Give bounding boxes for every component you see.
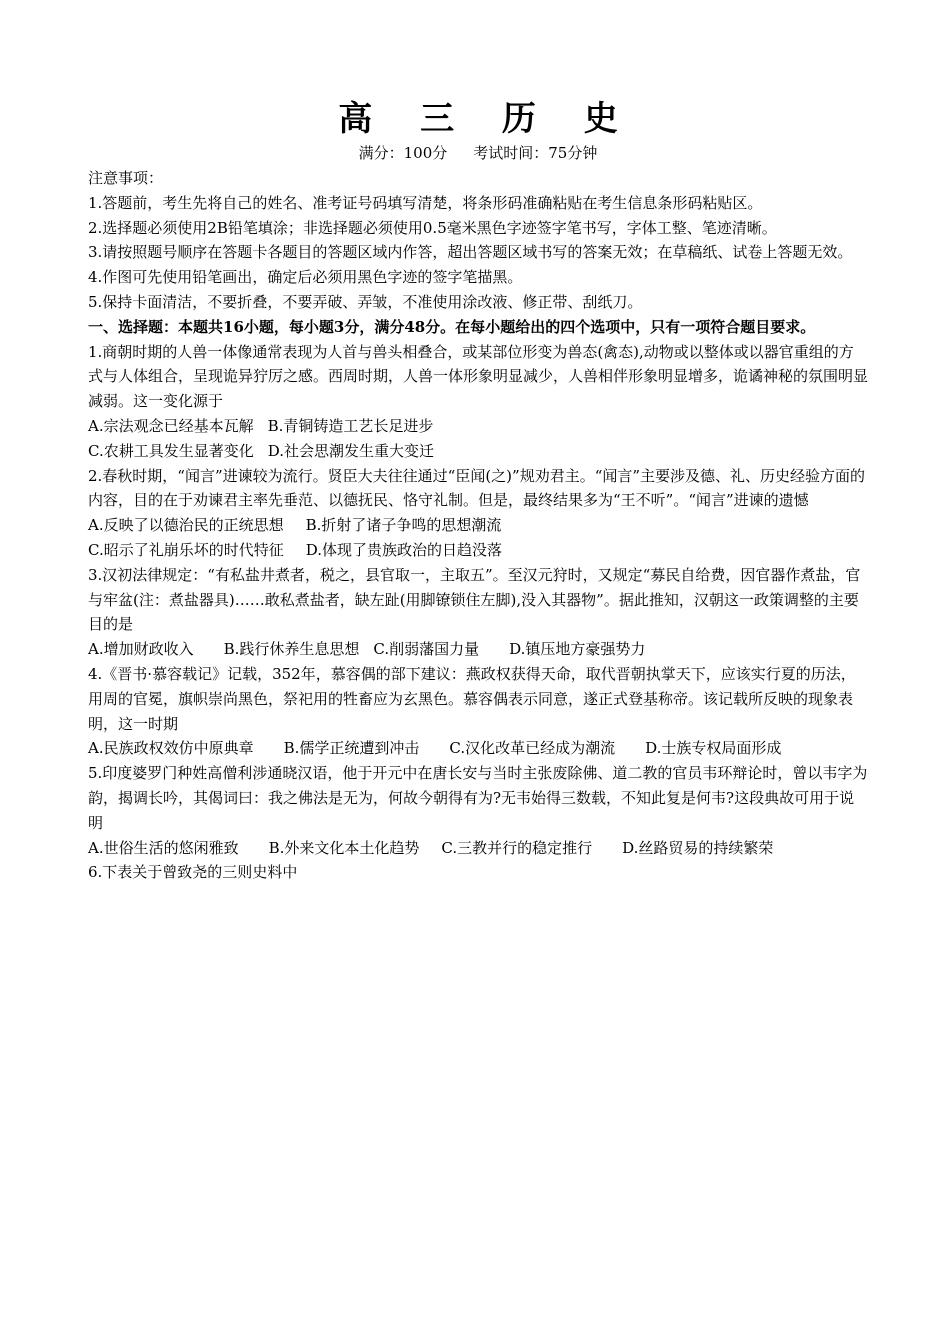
question-1-stem: 1.商朝时期的人兽一体像通常表现为人首与兽头相叠合，或某部位形变为兽态(禽态),动物或以整体或以器官重组的方式与人体组合，呈现诡异狞厉之感。西周时期，人兽一体形象明显减少，人兽相伴形象明显增多，诡谲神秘的氛围明显减弱。这一变化源于	[88, 342, 869, 411]
q5-option-a: A.世俗生活的悠闲雅致	[88, 838, 239, 857]
q1-option-c: C.农耕工具发生显著变化	[88, 441, 254, 460]
question-2-stem: 2.春秋时期，“闻言”进谏较为流行。贤臣大夫往往通过“臣闻(之)”规劝君主。“闻言”主要涉及德、礼、历史经验方面的内容，目的在于劝谏君主率先垂范、以德抚民、恪守礼制。但是，最终结果多为“王不听”。“闻言”进谏的遗憾	[88, 466, 866, 510]
q3-option-d: D.镇压地方豪强势力	[509, 640, 646, 659]
q5-option-b: B.外来文化本土化趋势	[268, 838, 420, 857]
notice-item-1: 1.答题前，考生先将自己的姓名、准考证号码填写清楚，将条形码准确粘贴在考生信息条形码粘贴区。	[88, 193, 763, 212]
q2-option-a: A.反映了以德治民的正统思想	[88, 516, 284, 535]
question-3-stem: 3.汉初法律规定：“有私盐井煮者，税之，县官取一，主取五”。至汉元狩时，又规定“募民自给费，因官器作煮盐，官与牢盆(注：煮盐器具)……敢私煮盐者，缺左趾(用脚镣锁住左脚),没入其器物”。据此推知，汉朝这一政策调整的主要目的是	[88, 565, 861, 634]
q5-option-d: D.丝路贸易的持续繁荣	[622, 838, 774, 857]
notice-item-5: 5.保持卡面清洁，不要折叠，不要弄破、弄皱，不准使用涂改液、修正带、刮纸刀。	[88, 292, 643, 311]
q2-option-d: D.体现了贵族政治的日趋没落	[305, 540, 502, 559]
q3-option-a: A.增加财政收入	[88, 640, 194, 659]
q4-option-c: C.汉化改革已经成为潮流	[449, 739, 616, 758]
notice-item-4: 4.作图可先使用铅笔画出，确定后必须用黑色字迹的签字笔描黑。	[88, 268, 523, 287]
q1-option-a: A.宗法观念已经基本瓦解	[88, 416, 254, 435]
notice-item-2: 2.选择题必须使用2B铅笔填涂；非选择题必须使用0.5毫米黑色字迹签字笔书写，字体工整、笔迹清晰。	[88, 218, 777, 237]
exam-info	[88, 142, 868, 166]
question-2-options-row-1	[88, 513, 868, 538]
q1-option-d: D.社会思潮发生重大变迁	[267, 441, 434, 460]
q3-option-b: B.践行休养生息思想	[223, 640, 360, 659]
question-4-options	[88, 736, 868, 761]
question-5-stem: 5.印度婆罗门种姓高僧利涉通晓汉语，他于开元中在唐长安与当时主张废除佛、道二教的官员韦环辩论时，曾以韦字为韵，揭调长吟，其偈词曰：我之佛法是无为，何故今朝得有为?无韦始得三数载，不知此复是何韦?这段典故可用于说明	[88, 764, 868, 832]
q5-option-c: C.三教并行的稳定推行	[441, 838, 593, 857]
question-4-stem: 4.《晋书·慕容载记》记载，352年，慕容偶的部下建议：燕政权获得天命，取代晋朝执掌天下，应该实行夏的历法，用周的官冕，旗帜崇尚黑色，祭祀用的牲畜应为玄黑色。慕容偶表示同意，遂正式登基称帝。该记载所反映的现象表明，这一时期	[88, 664, 856, 733]
q2-option-b: B.折射了诸子争鸣的思想潮流	[305, 516, 502, 535]
question-1-options-row-2	[88, 439, 868, 464]
q4-option-b: B.儒学正统遭到冲击	[283, 739, 420, 758]
full-score: 满分：100分	[358, 144, 448, 162]
q4-option-a: A.民族政权效仿中原典章	[88, 739, 254, 758]
q2-option-c: C.昭示了礼崩乐坏的时代特征	[88, 540, 284, 559]
question-1-options-row-1	[88, 414, 868, 439]
exam-page	[88, 96, 868, 885]
question-6-stem: 6.下表关于曾致尧的三则史料中	[88, 863, 298, 882]
question-5-options	[88, 836, 868, 861]
notice-heading: 注意事项：	[88, 169, 164, 187]
section-heading: 一、选择题：本题共16小题，每小题3分，满分48分。在每小题给出的四个选项中，只有一项符合题目要求。	[88, 317, 816, 336]
question-2-options-row-2	[88, 538, 868, 563]
notice-item-3: 3.请按照题号顺序在答题卡各题目的答题区域内作答，超出答题区域书写的答案无效；在草稿纸、试卷上答题无效。	[88, 243, 853, 262]
exam-time: 考试时间：75分钟	[473, 144, 598, 162]
q3-option-c: C.削弱藩国力量	[373, 640, 480, 659]
question-3-options	[88, 637, 868, 662]
page-title: 高 三 历 史	[338, 99, 636, 139]
q1-option-b: B.青铜铸造工艺长足进步	[267, 416, 434, 435]
q4-option-d: D.士族专权局面形成	[645, 739, 782, 758]
